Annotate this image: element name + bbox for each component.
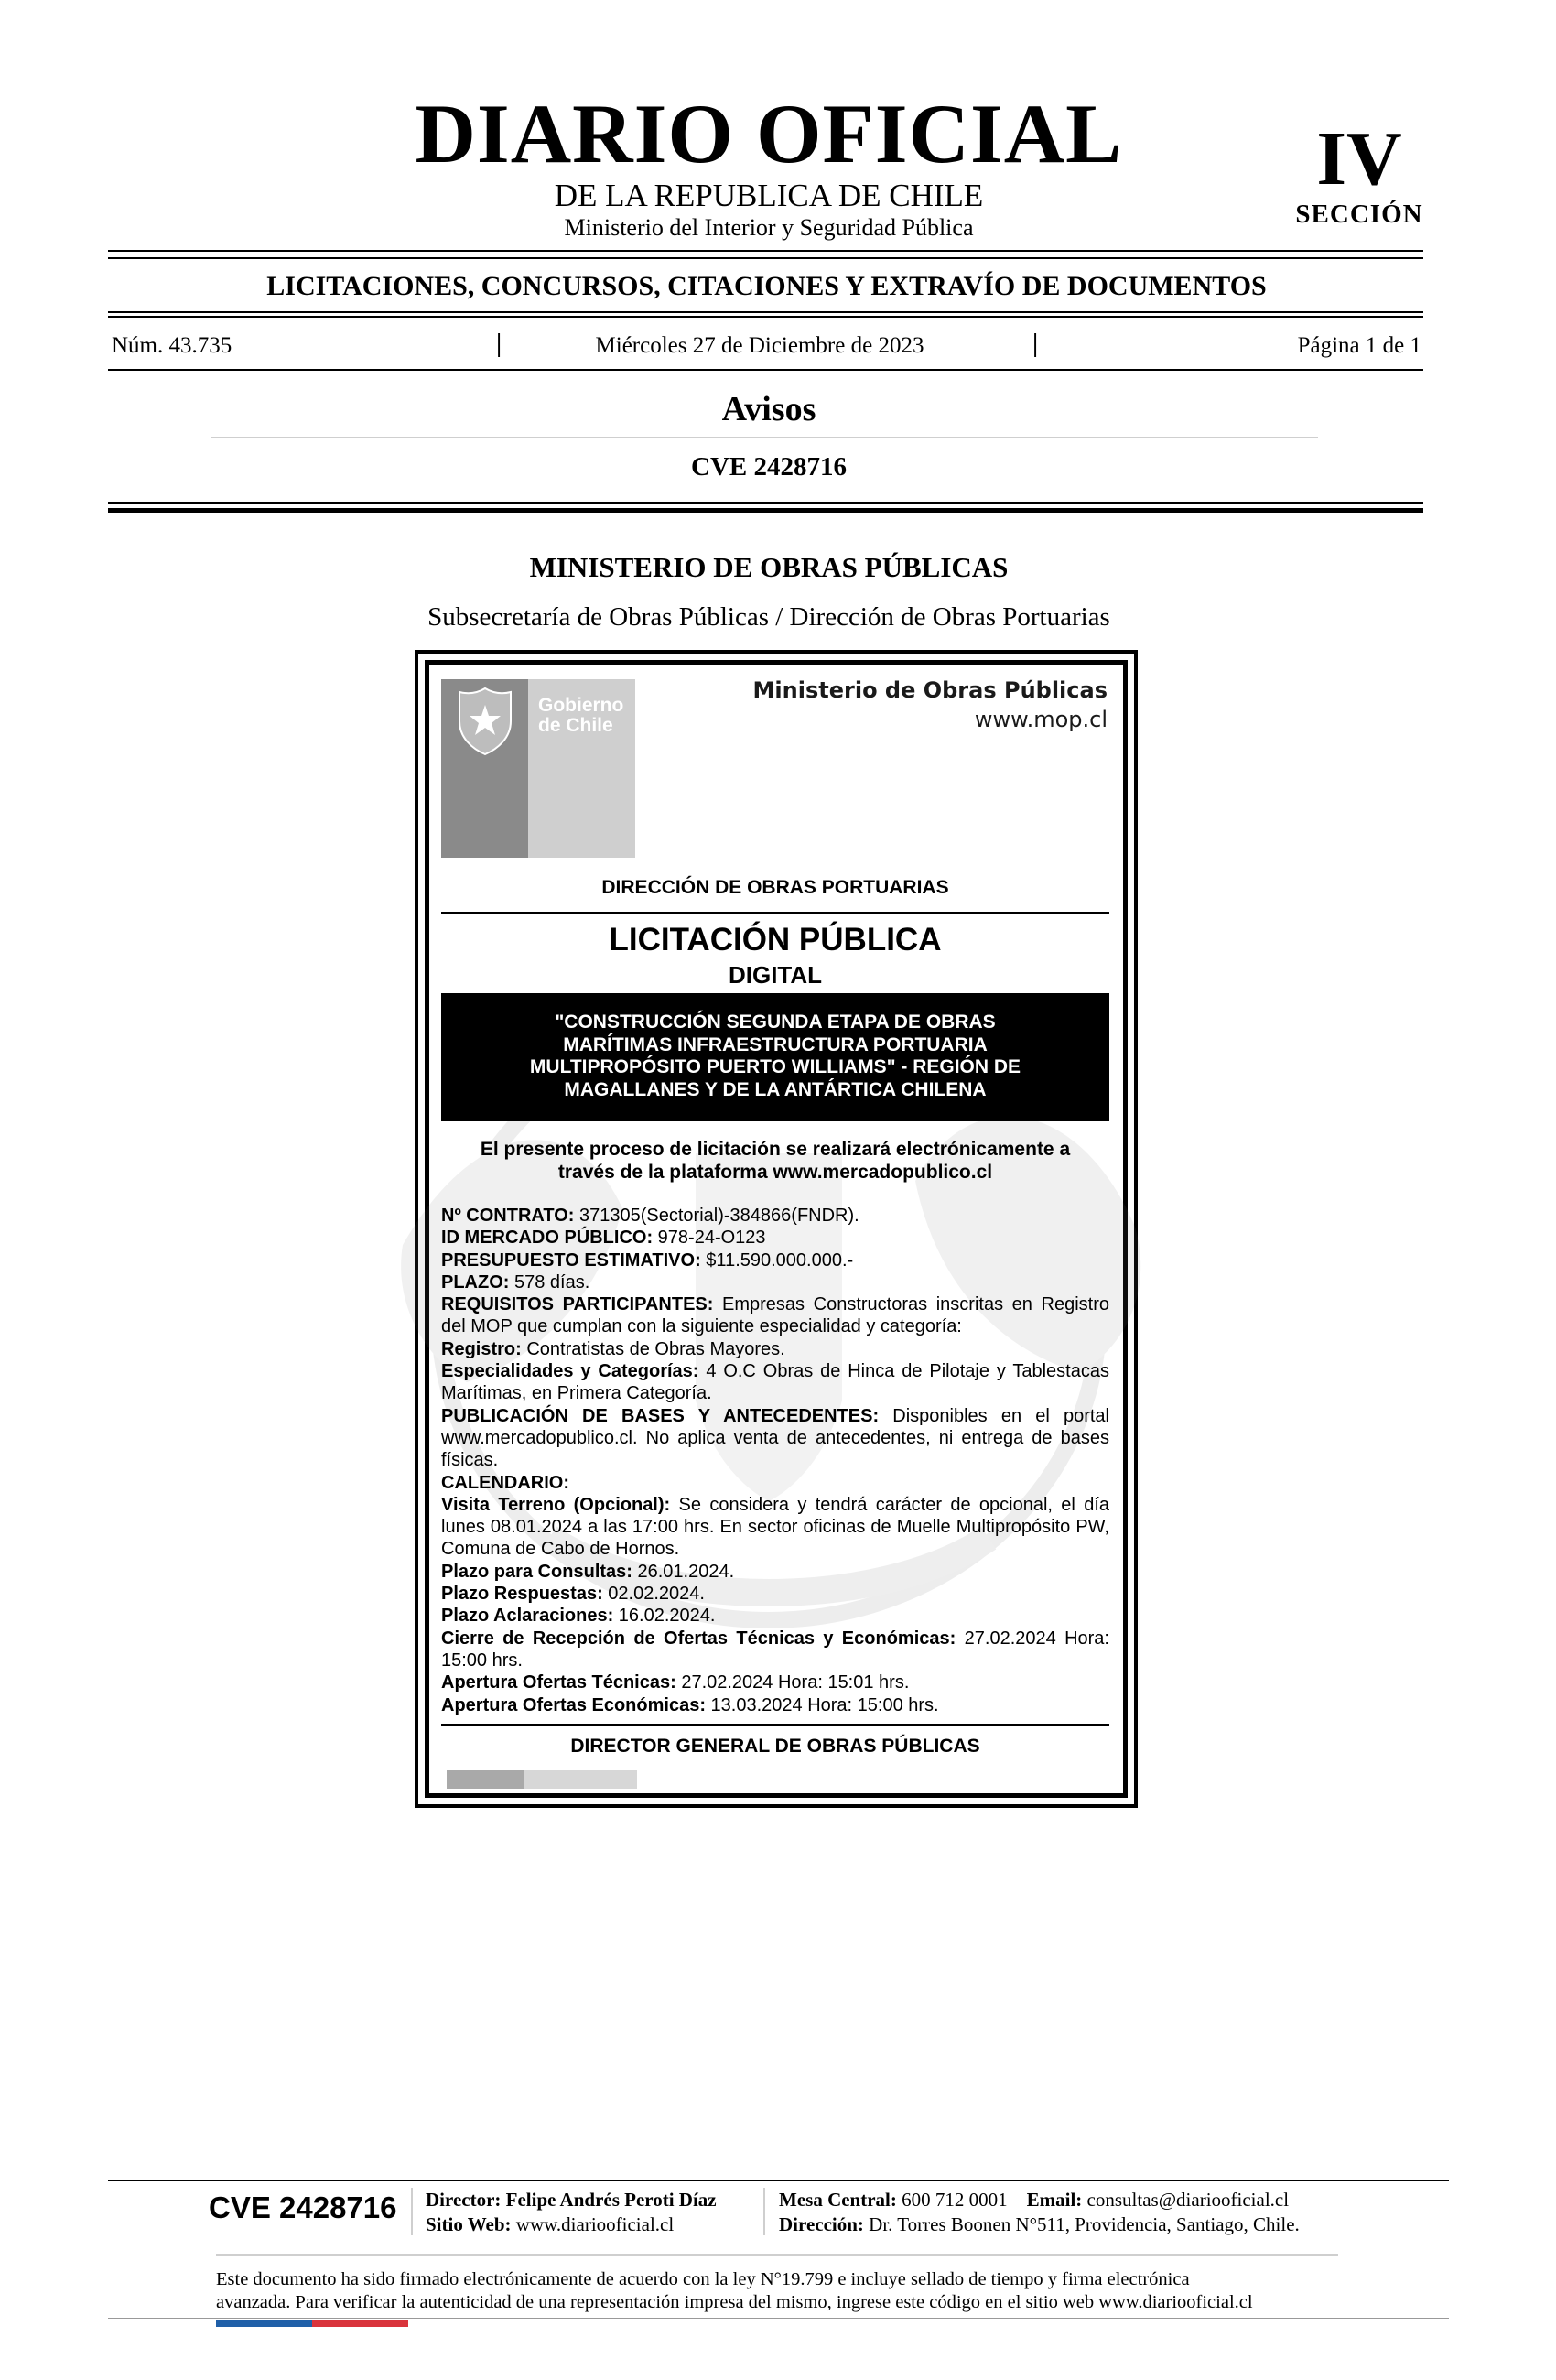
- electronic-line-1: El presente proceso de licitación se realizará electrónicamente a: [480, 1139, 1071, 1160]
- detail-label: Plazo Aclaraciones:: [441, 1606, 614, 1627]
- detail-row: [441, 1293, 1109, 1338]
- direccion-label: DIRECCIÓN DE OBRAS PORTUARIAS: [601, 877, 949, 898]
- section-number: IV: [1316, 116, 1402, 201]
- cve-code: CVE 2428716: [691, 452, 847, 481]
- detail-row: [441, 1605, 1109, 1627]
- direccion-rule: [441, 912, 1109, 914]
- project-line-3: MULTIPROPÓSITO PUERTO WILLIAMS" - REGIÓN DE: [529, 1056, 1021, 1077]
- detail-value: Se considera y tendrá carácter de opcional, el día lunes 08.01.2024 a las 17:00 hrs. En sector oficinas de Muelle Multipropósito PW, Comuna de Cabo de Hornos.: [441, 1494, 1110, 1560]
- detail-label: CALENDARIO:: [441, 1472, 569, 1493]
- footer-rule-top: [108, 2180, 1449, 2181]
- stripe-light: [524, 1770, 637, 1789]
- detail-value: 578 días.: [509, 1271, 590, 1293]
- detail-row: [441, 1472, 1109, 1494]
- section-heading: Avisos: [721, 390, 816, 428]
- category-rule-top: [108, 311, 1423, 313]
- project-line-1: "CONSTRUCCIÓN SEGUNDA ETAPA DE OBRAS: [555, 1012, 996, 1033]
- licitacion-subtitle: DIGITAL: [728, 961, 823, 989]
- footer-legal-notice: [216, 2268, 1338, 2314]
- site-label: Sitio Web:: [426, 2213, 512, 2235]
- mop-url: www.mop.cl: [974, 707, 1108, 732]
- logo-text: [538, 696, 623, 736]
- detail-value: 27.02.2024 Hora: 15:01 hrs.: [675, 1672, 910, 1693]
- issue-rule: [108, 369, 1423, 371]
- detail-value: $11.590.000.000.-: [700, 1250, 854, 1271]
- footer-divider-2: [763, 2188, 765, 2235]
- electronic-line-2: través de la plataforma www.mercadopublico.cl: [557, 1162, 993, 1183]
- detail-value: 371305(Sectorial)-384866(FNDR).: [574, 1206, 859, 1226]
- detail-label: Registro:: [441, 1338, 522, 1359]
- detail-row: [441, 1250, 1109, 1271]
- newspaper-subtitle: DE LA REPUBLICA DE CHILE: [554, 178, 984, 213]
- detail-row: [441, 1671, 1109, 1693]
- logo-text-line1: Gobierno: [538, 695, 624, 716]
- detail-label: PRESUPUESTO ESTIMATIVO:: [441, 1250, 701, 1271]
- avisos-rule: [211, 437, 1318, 438]
- phone-label: Mesa Central:: [779, 2189, 897, 2211]
- detail-value: 16.02.2024.: [613, 1606, 716, 1627]
- notice-details: [441, 1205, 1109, 1716]
- gobierno-de-chile-logo: [441, 679, 635, 858]
- detail-value: 978-24-O123: [653, 1228, 766, 1249]
- project-name-block: [441, 993, 1109, 1121]
- signature-rule: [441, 1724, 1109, 1726]
- detail-label: Plazo para Consultas:: [441, 1561, 632, 1582]
- detail-value: 02.02.2024.: [602, 1584, 705, 1605]
- detail-value: 13.03.2024 Hora: 15:00 hrs.: [705, 1694, 939, 1715]
- issue-number: Núm. 43.735: [112, 333, 232, 358]
- detail-value: Disponibles en el portal www.mercadopublico.cl. No aplica venta de antecedentes, ni entrega de bases físicas.: [441, 1405, 1109, 1471]
- header-rule-top: [108, 502, 1423, 504]
- licitacion-title: LICITACIÓN PÚBLICA: [609, 922, 942, 957]
- stripe-dark: [447, 1770, 524, 1789]
- project-line-4: MAGALLANES Y DE LA ANTÁRTICA CHILENA: [564, 1078, 987, 1100]
- issue-page: Página 1 de 1: [1297, 333, 1421, 358]
- detail-label: Apertura Ofertas Técnicas:: [441, 1672, 676, 1693]
- masthead-rule-bottom: [108, 257, 1423, 259]
- detail-row: [441, 1360, 1109, 1405]
- detail-row: [441, 1338, 1109, 1360]
- detail-row: [441, 1628, 1109, 1672]
- detail-label: Nº CONTRATO:: [441, 1206, 575, 1226]
- detail-row: [441, 1405, 1109, 1472]
- legal-line-1: Este documento ha sido firmado electrónicamente de acuerdo con la ley N°19.799 e incluye sellado de tiempo y firma electrónica: [216, 2269, 1190, 2289]
- logo-dark-block: [441, 679, 528, 858]
- project-name: [441, 993, 1109, 1101]
- category-rule-bottom: [108, 316, 1423, 318]
- issue-separator-left: |: [496, 330, 502, 358]
- detail-row: [441, 1205, 1109, 1227]
- detail-label: ID MERCADO PÚBLICO:: [441, 1228, 654, 1249]
- detail-label: Cierre de Recepción de Ofertas Técnicas y Económicas:: [441, 1628, 956, 1649]
- email-label: Email:: [1026, 2189, 1083, 2211]
- notice-subsecretaria: Subsecretaría de Obras Públicas / Dirección de Obras Portuarias: [427, 602, 1110, 632]
- issue-date: Miércoles 27 de Diciembre de 2023: [595, 333, 924, 358]
- flag-red: [312, 2320, 408, 2327]
- detail-value: 27.02.2024 Hora: 15:00 hrs.: [441, 1628, 1109, 1671]
- detail-row: [441, 1271, 1109, 1293]
- newspaper-title: DIARIO OFICIAL: [415, 87, 1123, 180]
- legal-line-2: avanzada. Para verificar la autenticidad de una representación impresa del mismo, ingrese este código en el sitio web www.diariooficial.cl: [216, 2292, 1253, 2312]
- detail-row: [441, 1561, 1109, 1583]
- detail-label: Plazo Respuestas:: [441, 1584, 603, 1605]
- site-value[interactable]: www.diariooficial.cl: [515, 2213, 675, 2235]
- flag-blue: [216, 2320, 312, 2327]
- notice-ministry: MINISTERIO DE OBRAS PÚBLICAS: [529, 551, 1009, 583]
- footer-contact-block: [779, 2188, 1300, 2237]
- address-label: Dirección:: [779, 2213, 864, 2235]
- email-value[interactable]: consultas@diariooficial.cl: [1086, 2189, 1290, 2211]
- footer-divider-1: [411, 2188, 413, 2235]
- issue-separator-right: |: [1032, 330, 1039, 358]
- chile-flag-stripe: [216, 2320, 408, 2327]
- director-label: Director:: [426, 2189, 502, 2211]
- section-label: SECCIÓN: [1295, 200, 1423, 229]
- header-rule-bottom: [108, 508, 1423, 513]
- detail-label: REQUISITOS PARTICIPANTES:: [441, 1294, 714, 1315]
- detail-label: PUBLICACIÓN DE BASES Y ANTECEDENTES:: [441, 1405, 880, 1426]
- masthead-rule-top: [108, 250, 1423, 252]
- detail-value: Empresas Constructoras inscritas en Registro del MOP que cumplan con la siguiente especialidad y categoría:: [441, 1294, 1110, 1337]
- footer-rule-bottom: [108, 2318, 1449, 2319]
- detail-row: [441, 1694, 1109, 1716]
- address-value: Dr. Torres Boonen N°511, Providencia, Santiago, Chile.: [869, 2213, 1300, 2235]
- newspaper-ministry: Ministerio del Interior y Seguridad Pública: [564, 214, 974, 241]
- detail-label: Apertura Ofertas Económicas:: [441, 1694, 706, 1715]
- detail-value: 4 O.C Obras de Hinca de Pilotaje y Tablestacas Marítimas, en Primera Categoría.: [441, 1361, 1109, 1404]
- mop-name: Ministerio de Obras Públicas: [752, 677, 1108, 703]
- electronic-process-note: [450, 1138, 1100, 1184]
- signature: DIRECTOR GENERAL DE OBRAS PÚBLICAS: [570, 1736, 980, 1757]
- detail-value: 26.01.2024.: [632, 1561, 735, 1582]
- category-bar: LICITACIONES, CONCURSOS, CITACIONES Y EXTRAVÍO DE DOCUMENTOS: [266, 271, 1267, 301]
- footer-cve: CVE 2428716: [209, 2191, 397, 2224]
- footer-director-block: [426, 2188, 717, 2237]
- detail-label: PLAZO:: [441, 1271, 510, 1293]
- detail-row: [441, 1227, 1109, 1249]
- director-value: Felipe Andrés Peroti Díaz: [505, 2189, 717, 2211]
- project-line-2: MARÍTIMAS INFRAESTRUCTURA PORTUARIA: [563, 1033, 988, 1055]
- phone-value: 600 712 0001: [902, 2189, 1008, 2211]
- detail-label: Visita Terreno (Opcional):: [441, 1494, 671, 1515]
- detail-label: Especialidades y Categorías:: [441, 1361, 699, 1382]
- logo-text-line2: de Chile: [538, 715, 613, 736]
- detail-row: [441, 1494, 1109, 1561]
- detail-value: Contratistas de Obras Mayores.: [521, 1338, 785, 1359]
- chilean-shield-icon: [450, 685, 520, 758]
- detail-row: [441, 1583, 1109, 1605]
- footer-rule-middle: [216, 2254, 1338, 2256]
